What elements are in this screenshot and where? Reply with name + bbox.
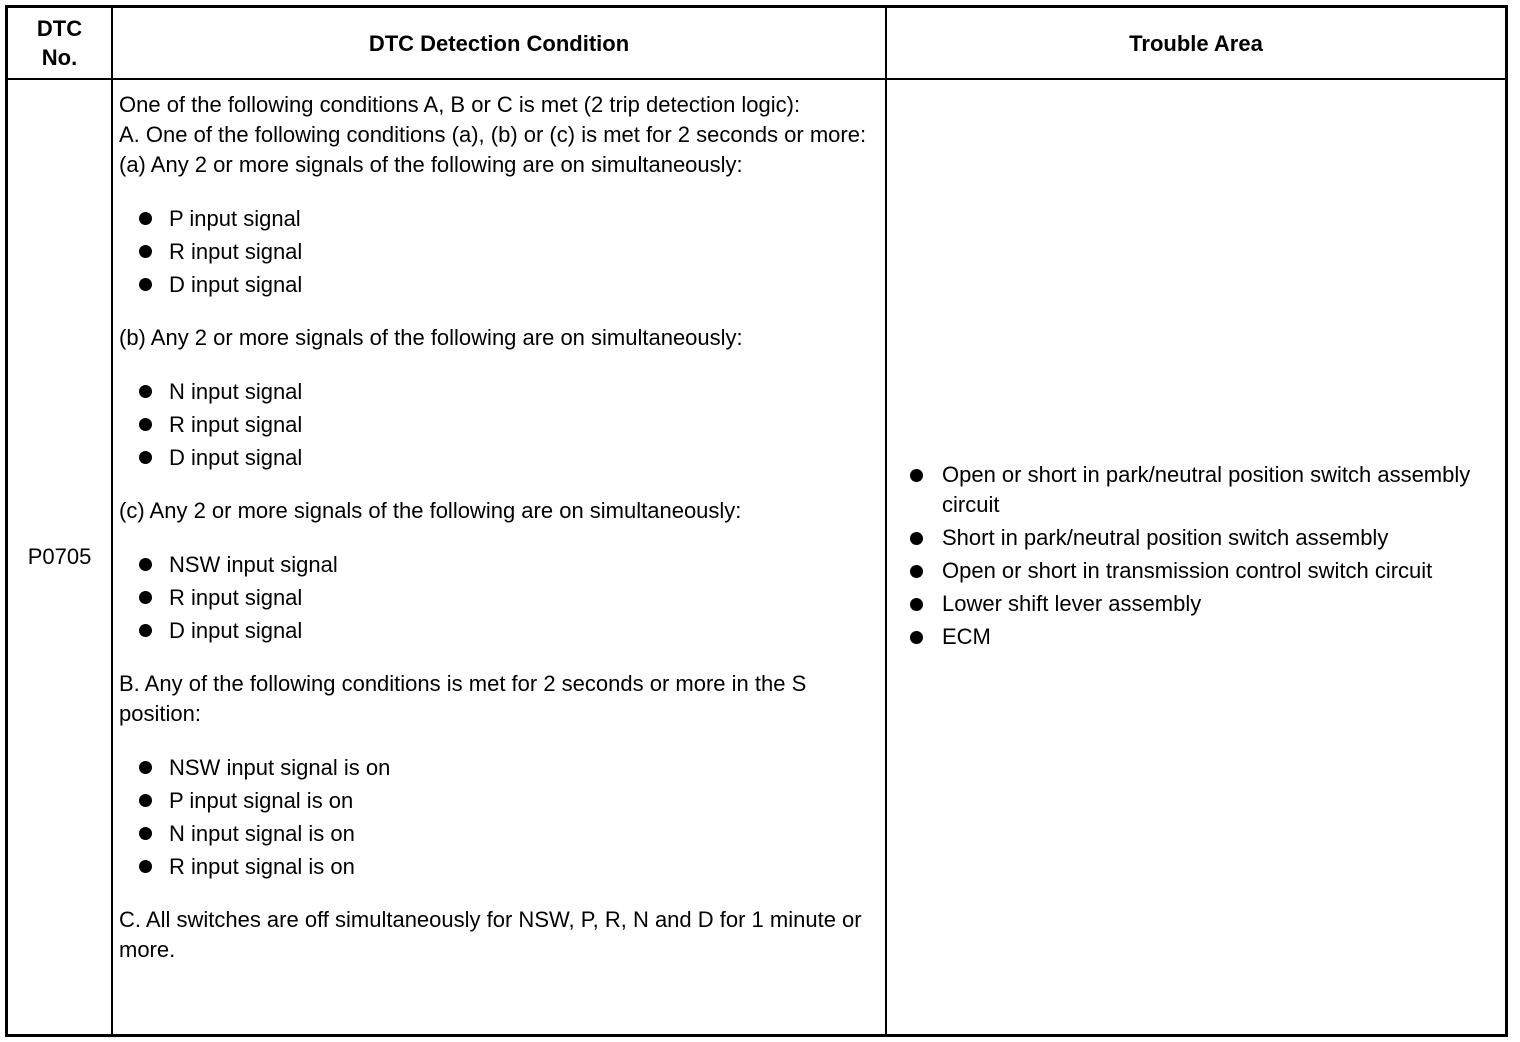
trouble-area-item: Open or short in transmission control switch circuit — [893, 556, 1509, 586]
trouble-area-list — [893, 460, 1509, 655]
list-item: P input signal — [119, 202, 881, 235]
list-item: D input signal — [119, 268, 881, 301]
list-item: P input signal is on — [119, 784, 881, 817]
condition-b-list — [119, 751, 881, 883]
trouble-area-item: ECM — [893, 622, 1509, 652]
dtc-code: P0705 — [27, 544, 92, 569]
list-item: NSW input signal is on — [119, 751, 881, 784]
condition-a: A. One of the following conditions (a), (b) or (c) is met for 2 seconds or more: — [119, 122, 867, 147]
dtc-table — [5, 5, 1508, 1037]
condition-b: B. Any of the following conditions is met for 2 seconds or more in the S position: — [119, 671, 807, 726]
column-divider — [885, 8, 887, 1034]
list-item: D input signal — [119, 441, 881, 474]
condition-a-sub-c: (c) Any 2 or more signals of the following are on simultaneously: — [119, 498, 742, 523]
list-item: N input signal — [119, 375, 881, 408]
condition-a-sub-b-list — [119, 375, 881, 474]
condition-a-sub-a: (a) Any 2 or more signals of the following are on simultaneously: — [119, 152, 743, 177]
header-dtc-no: DTC No. — [36, 16, 83, 70]
list-item: R input signal — [119, 408, 881, 441]
trouble-area-item: Lower shift lever assembly — [893, 589, 1509, 619]
list-item: R input signal — [119, 235, 881, 268]
header-detection-condition: DTC Detection Condition — [368, 30, 630, 56]
condition-a-sub-a-list — [119, 202, 881, 301]
column-divider — [111, 8, 113, 1034]
trouble-area-cell — [893, 80, 1509, 1034]
condition-a-sub-c-list — [119, 548, 881, 647]
condition-c: C. All switches are off simultaneously for NSW, P, R, N and D for 1 minute or more. — [119, 907, 862, 962]
list-item: NSW input signal — [119, 548, 881, 581]
list-item: N input signal is on — [119, 817, 881, 850]
detection-condition-cell — [119, 90, 881, 965]
trouble-area-item: Short in park/neutral position switch assembly — [893, 523, 1509, 553]
list-item: D input signal — [119, 614, 881, 647]
header-trouble-area: Trouble Area — [1129, 30, 1263, 56]
trouble-area-item: Open or short in park/neutral position switch assembly circuit — [893, 460, 1509, 520]
condition-intro: One of the following conditions A, B or C is met (2 trip detection logic): — [119, 92, 801, 117]
list-item: R input signal is on — [119, 850, 881, 883]
list-item: R input signal — [119, 581, 881, 614]
condition-a-sub-b: (b) Any 2 or more signals of the following are on simultaneously: — [119, 325, 743, 350]
